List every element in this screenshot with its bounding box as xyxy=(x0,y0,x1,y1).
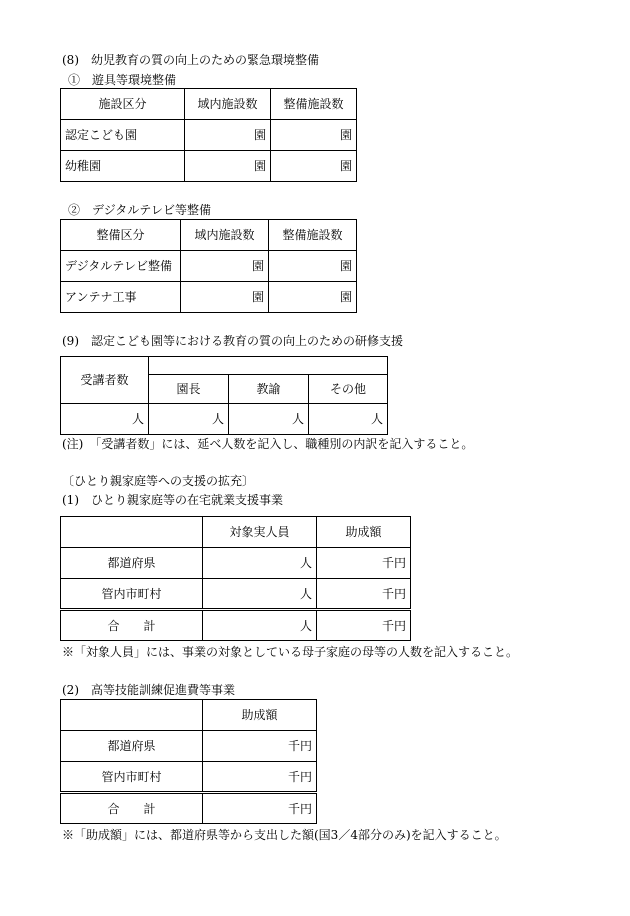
unit-cell: 園 xyxy=(271,151,357,182)
section-9-heading: (9) 認定こども園等における教育の質の向上のための研修支援 xyxy=(62,334,404,348)
table-row xyxy=(61,151,357,182)
table-row xyxy=(61,404,388,435)
table-row xyxy=(61,762,317,793)
section-2-heading: (2) 高等技能訓練促進費等事業 xyxy=(62,683,235,697)
unit-cell: 千円 xyxy=(203,762,317,793)
row-label: 合 計 xyxy=(61,793,203,824)
table-row xyxy=(61,579,411,610)
table-header-row xyxy=(61,700,317,731)
section-1-note: ※「対象人員」には、事業の対象としている母子家庭の母等の人数を記入すること。 xyxy=(62,645,519,659)
unit-cell: 千円 xyxy=(203,793,317,824)
table-row xyxy=(61,251,357,282)
unit-cell: 園 xyxy=(185,120,271,151)
row-label: 管内市町村 xyxy=(61,762,203,793)
section-1-heading: (1) ひとり親家庭等の在宅就業支援事業 xyxy=(62,493,283,507)
home-work-support-table xyxy=(60,516,411,641)
unit-cell: 千円 xyxy=(317,579,411,610)
playground-equipment-table xyxy=(60,88,357,182)
header-facilities-in-area: 域内施設数 xyxy=(181,220,269,251)
header-grant-amount: 助成額 xyxy=(317,517,411,548)
section-9-note: (注) 「受講者数」には、延べ人数を記入し、職種別の内訳を記入すること。 xyxy=(62,437,474,451)
single-parent-section-title: 〔ひとり親家庭等への支援の拡充〕 xyxy=(62,474,255,488)
unit-cell: 園 xyxy=(185,151,271,182)
header-grant-amount: 助成額 xyxy=(203,700,317,731)
section-8-2-title: ② デジタルテレビ等整備 xyxy=(68,203,212,217)
digital-tv-table xyxy=(60,219,357,313)
row-label: アンテナ工事 xyxy=(61,282,181,313)
total-row xyxy=(61,793,317,824)
unit-cell: 千円 xyxy=(317,548,411,579)
header-facility-category: 施設区分 xyxy=(61,89,185,120)
unit-cell: 人 xyxy=(149,404,229,435)
unit-cell: 千円 xyxy=(203,731,317,762)
unit-cell: 園 xyxy=(181,251,269,282)
header-other: その他 xyxy=(309,375,388,404)
unit-cell: 人 xyxy=(203,579,317,610)
section-2-note: ※「助成額」には、都道府県等から支出した額(国3／4部分のみ)を記入すること。 xyxy=(62,828,507,842)
unit-cell: 人 xyxy=(203,610,317,641)
row-label: 合 計 xyxy=(61,610,203,641)
row-label: 認定こども園 xyxy=(61,120,185,151)
unit-cell: 人 xyxy=(61,404,149,435)
table-header-row xyxy=(61,89,357,120)
section-8-1-title: ① 遊具等環境整備 xyxy=(68,73,177,87)
table-header-row xyxy=(61,517,411,548)
header-empty xyxy=(61,517,203,548)
header-facilities-equipped: 整備施設数 xyxy=(271,89,357,120)
row-label: デジタルテレビ整備 xyxy=(61,251,181,282)
unit-cell: 人 xyxy=(309,404,388,435)
row-label: 管内市町村 xyxy=(61,579,203,610)
row-label: 都道府県 xyxy=(61,548,203,579)
unit-cell: 園 xyxy=(181,282,269,313)
row-label: 都道府県 xyxy=(61,731,203,762)
header-empty xyxy=(61,700,203,731)
header-teacher: 教諭 xyxy=(229,375,309,404)
table-header-row xyxy=(61,357,388,375)
section-8-heading: (8) 幼児教育の質の向上のための緊急環境整備 xyxy=(62,53,319,67)
header-maintenance-category: 整備区分 xyxy=(61,220,181,251)
training-participants-table xyxy=(60,356,388,435)
unit-cell: 園 xyxy=(271,120,357,151)
header-breakdown-span xyxy=(149,357,388,375)
total-row xyxy=(61,610,411,641)
table-row xyxy=(61,548,411,579)
unit-cell: 千円 xyxy=(317,610,411,641)
header-facilities-in-area: 域内施設数 xyxy=(185,89,271,120)
unit-cell: 人 xyxy=(229,404,309,435)
header-actual-persons: 対象実人員 xyxy=(203,517,317,548)
header-participants: 受講者数 xyxy=(61,357,149,404)
table-row xyxy=(61,282,357,313)
header-facilities-equipped: 整備施設数 xyxy=(269,220,357,251)
table-row xyxy=(61,731,317,762)
unit-cell: 園 xyxy=(269,251,357,282)
table-header-row xyxy=(61,220,357,251)
unit-cell: 人 xyxy=(203,548,317,579)
skills-training-table xyxy=(60,699,317,824)
table-row xyxy=(61,120,357,151)
row-label: 幼稚園 xyxy=(61,151,185,182)
header-principal: 園長 xyxy=(149,375,229,404)
unit-cell: 園 xyxy=(269,282,357,313)
